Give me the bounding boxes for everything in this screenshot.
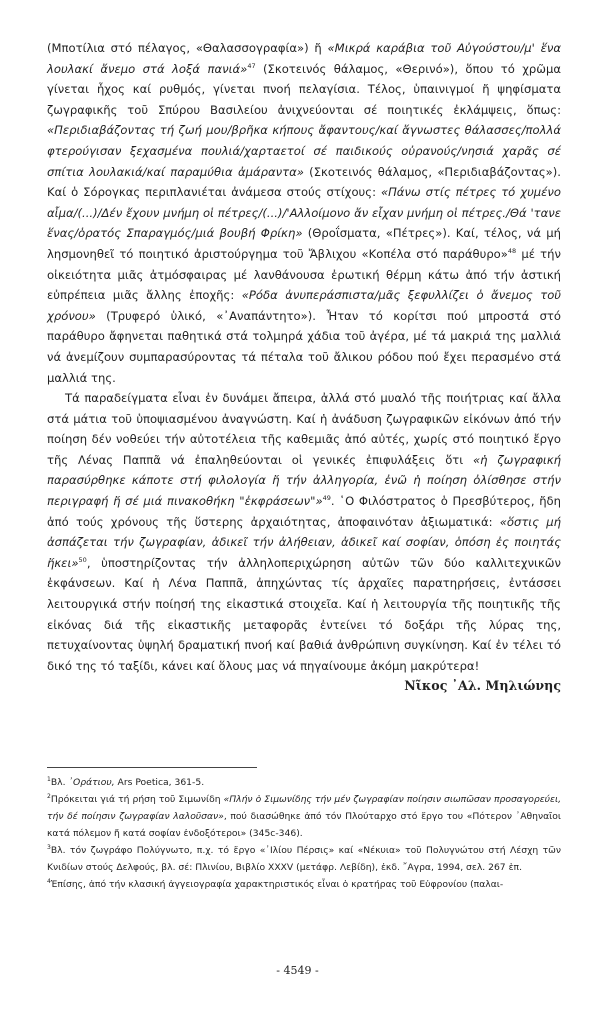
footnotes <box>47 774 561 893</box>
footnote-separator <box>47 767 257 768</box>
footnote-italic: ᾿Οράτιου, <box>68 777 115 788</box>
footnote-number: 1 <box>47 775 51 783</box>
footnote-1 <box>47 774 561 791</box>
page-number: - 4549 - <box>276 964 319 977</box>
footnote-text: , πού διασώθηκε ἀπό τόν Πλούταρχο στό ἔργο του «Πότερον ᾿Αθηναῖοι κατά πόλεμον ἤ κατά σοφίαν ἐνδοξότεροι» (345c-346). <box>47 811 561 839</box>
paragraph-1-text: (Σκοτεινός θάλαμος, «Περιδιαβάζοντας»). Καί ὁ Σόρογκας περιπλανιέται ἀνάμεσα στούς στίχους: <box>47 164 561 200</box>
footnote-ref-48: 48 <box>507 247 517 256</box>
footnote-number: 2 <box>47 792 51 800</box>
author-signature: Νῖκος ᾿Αλ. Μηλιώνης <box>404 678 561 694</box>
paragraph-2-text: Τά παραδείγματα εἶναι ἐν δυνάμει ἄπειρα, ἀλλά στό μυαλό τῆς ποιήτριας καί ἄλλα στά μάτια τοῦ ὑποψιασμένου ἀναγνώστη. Καί ἡ ἀνάδυση ζωγραφικῶν εἰκόνων ἀπό τήν ποίηση δέν νοθεύει τήν αὐτοτέλεια τῆς καθεμιᾶς ἀπό αὐτές, χωρίς στό ποιητικό ἔργο τῆς Λένας Παππᾶ νά ἐπαληθεύονται οἱ γενικές ἐπιφυλάξεις ὅτι <box>47 391 561 467</box>
footnote-3 <box>47 842 561 876</box>
footnote-text: Πρόκειται γιά τή ρήση τοῦ Σιμωνίδη <box>50 794 224 805</box>
footnote-number: 4 <box>47 877 51 885</box>
main-text <box>47 38 561 696</box>
quotation: «Περιδιαβάζοντας τή ζωή μου/βρῆκα κήπους ἄφαντους/καί ἄγνωστες θάλασσες/πολλά φτερούγισαν ξεχασμένα πουλιά/χαρταετοί σέ παιδικούς οὐρανούς/νησιά χαρᾶς σέ σπίτια λουλακιά/καί παραμύθια ἀμάραντα» <box>47 123 561 179</box>
footnote-ref-49: 49 <box>322 494 331 503</box>
footnote-text: Ars Poetica, 361-5. <box>114 777 205 788</box>
quotation: «Μικρά καράβια τοῦ Αὐγούστου/μ' ἕνα λουλακί ἄνεμο στά λοξά πανιά» <box>47 41 561 76</box>
paragraph-1 <box>47 38 561 388</box>
paragraph-2-text: , ὑποστηρίζοντας τήν ἀλληλοπεριχώρηση αὐτῶν τῶν δύο καλλιτεχνικῶν ἐκφάνσεων. Καί ἡ Λένα Παππᾶ, ἀπηχώντας τίς ἀρχαῖες παρατηρήσεις, ἐντάσσει λειτουργικά στήν ποίησή της εἰκαστικά στοιχεῖα. Καί ἡ λειτουργία τῆς ποιητικῆς τῆς εἰκόνας διά τῆς εἰκαστικῆς μεταφορᾶς ἐντείνει τό δοξάρι τῆς λύρας της, πετυχαίνοντας ὑψηλή δραματική πνοή καί βαθιά ἀνθρώπινη συγκίνηση. Καί ἐν τέλει τό δικό της τό ταξίδι, κάνει καί ὅλους μας νά πηγαίνουμε ἀκόμη μακρύτερα! <box>47 555 561 673</box>
paragraph-2 <box>47 388 561 676</box>
quotation: «Ρόδα ἀνυπεράσπιστα/μᾶς ξεφυλλίζει ὁ ἄνεμος τοῦ χρόνου» <box>47 288 561 323</box>
paragraph-1-text: (Θροΐσματα, «Πέτρες»). Καί, τέλος, νά μή λησμονηθεῖ τό ποιητικό ἀριστούργημα τοῦ Ἄβλιχου «Κοπέλα στό παράθυρο» <box>47 226 561 261</box>
quotation: «Πάνω στίς πέτρες τό χυμένο αἷμα/(...)/Δέν ἔχουν μνήμη οἱ πέτρες/(...)/'Αλλοίμονο ἄν εἶχαν μνήμη οἱ πέτρες./Θά 'τανε ἕνας/ὁρατός Σπαραγμός/μιά βουβή Φρίκη» <box>47 185 561 241</box>
paragraph-1-text: (Μποτίλια στό πέλαγος, «Θαλασσογραφία») ἤ <box>47 41 328 55</box>
paragraph-2-text: . ῾Ο Φιλόστρατος ὁ Πρεσβύτερος, ἤδη ἀπό τούς χρόνους τῆς ὕστερης ἀρχαιότητας, ἀποφαινόταν ἀξιωματικά: <box>47 494 561 529</box>
footnote-ref-47: 47 <box>247 61 256 70</box>
footnote-2 <box>47 791 561 842</box>
footnote-italic: «Πλήν ὁ Σιμωνίδης τήν μέν ζωγραφίαν ποίησιν σιωπῶσαν προσαγορεύει, τήν δέ ποίησιν ζωγραφίαν λαλοῦσαν» <box>47 794 561 822</box>
paragraph-1-text: (Τρυφερό ὑλικό, «᾿Αναπάντητο»). Ἦταν τό κορίτσι πού μπροστά στό παράθυρο ἄφηνεται παθητικά στά τολμηρά χάδια τοῦ ἀγέρα, μέ τά μακριά της μαλλιά νά ἀνεμίζουν συμπαρασύροντας τά πέταλα τοῦ ἄλικου ρόδου πού ἔχει περασμένο στά μαλλιά της. <box>47 308 561 385</box>
footnote-text: Ἐπίσης, ἀπό τήν κλασική ἀγγειογραφία χαρακτηριστικός εἶναι ὁ κρατήρας τοῦ Εὐφρονίου (παλαι- <box>50 879 504 890</box>
footnote-text: Βλ. <box>50 777 69 788</box>
footnote-ref-50: 50 <box>78 555 87 564</box>
paragraph-1-text: (Σκοτεινός θάλαμος, «Θερινό»), ὅπου τό χρῶμα γίνεται ἦχος καί ρυθμός, γίνεται πνοή πελαγίσια. Τέλος, ὑπαινιγμοί ἤ ψηφίσματα ζωγραφικῆς τοῦ Σπύρου Βασιλείου ἀνιχνεύονται σέ ποιητικές ἐκλάμψεις, ὅπως: <box>47 61 561 117</box>
footnote-text: Βλ. τόν ζωγράφο Πολύγνωτο, π.χ. τό ἔργο «᾿Ιλίου Πέρσις» καί «Νέκυια» τοῦ Πολυγνώτου στή Λέσχη τῶν Κνιδίων στούς Δελφούς, βλ. σέ: Πλινίου, Βιβλίο XXXV (μετάφρ. Λεβίδη), ἐκδ. ῎Αγρα, 1994, σελ. 267 ἑπ. <box>47 845 561 873</box>
footnote-number: 3 <box>47 843 51 851</box>
quotation: «ὅστις μή ἀσπάζεται τήν ζωγραφίαν, ἀδικεῖ τήν ἀλήθειαν, ἀδικεῖ καί σοφίαν, ὁπόση ἐς ποιητάς ἥκει» <box>47 514 561 570</box>
quotation: «ἡ ζωγραφική παρασύρθηκε κάποτε στή φιλολογία ἤ τήν ἀλληγορία, ἐνῶ ἡ ποίηση ὀλίσθησε στήν περιγραφή ἤ σέ μιά πινακοθήκη "ἐκφράσεων"» <box>47 452 561 509</box>
paragraph-1-text: μέ τήν οἰκειότητα μιᾶς ἀτμόσφαιρας μέ λανθάνουσα ἐρωτική θέρμη κάτω ἀπό τήν ἀστική εὐπρέπεια μιᾶς ἄλλης ἐποχῆς: <box>47 246 561 303</box>
footnote-4 <box>47 876 561 893</box>
